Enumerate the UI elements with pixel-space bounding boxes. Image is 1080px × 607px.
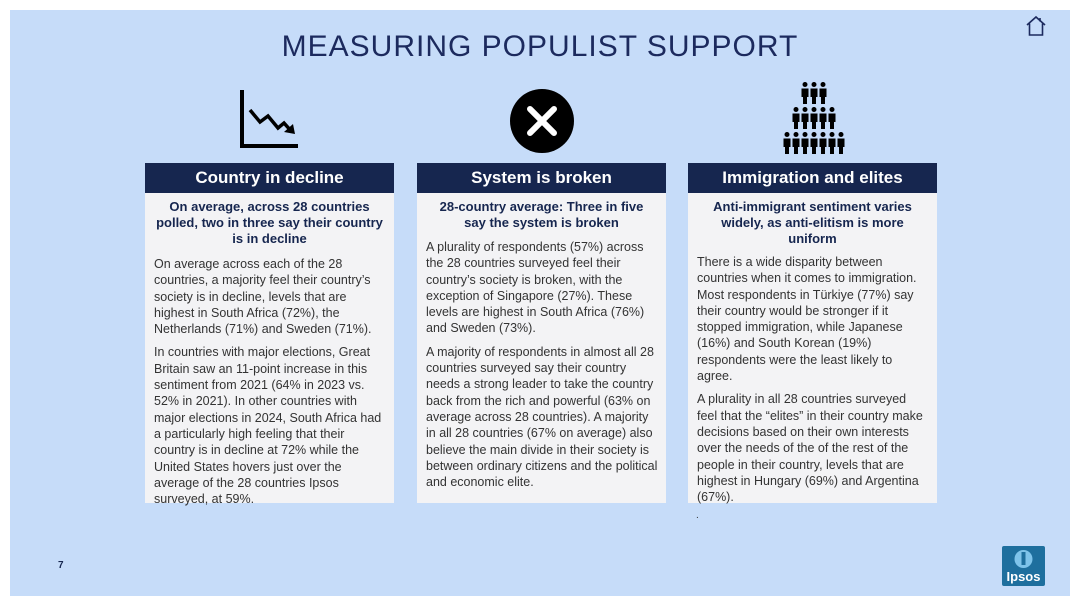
card-body — [688, 247, 937, 505]
ipsos-logo — [1002, 546, 1045, 586]
card-system-is-broken — [417, 163, 666, 503]
card-paragraph: There is a wide disparity between countries when it comes to immigration. Most respondents in Türkiye (77%) say their country would be stronger if it stopped immigration, while Japanese (16%) and South Korean (19%) respondents were the least likely to agree. — [697, 255, 917, 384]
card-body — [145, 247, 394, 507]
card-subheading: 28-country average: Three in five say the system is broken — [439, 199, 644, 230]
card-subheading: On average, across 28 countries polled, two in three say their country is in decline — [156, 199, 383, 246]
card-paragraph: A majority of respondents in almost all 28 countries surveyed say their country needs a strong leader to take the country back from the rich and powerful (63% on average across 28 countries). A majority in all 28 countries (67% on average) also believe the main divide in their society is between ordinary citizens and the political and economic elite. — [426, 344, 658, 490]
page-number: 7 — [58, 560, 64, 571]
logo-text: Ipsos — [1006, 569, 1041, 584]
card-paragraph: A plurality in all 28 countries surveyed feel that the “elites” in their country make decisions based on their own interests over the needs of the of the rest of the people in their country, levels that are highest in Hungary (69%) and Argentina (67%). — [697, 392, 923, 505]
card-header: Country in decline — [145, 163, 394, 193]
people-pyramid-icon — [780, 82, 848, 158]
declining-chart-icon — [238, 88, 302, 150]
slide — [10, 10, 1070, 596]
trailing-mark: . — [696, 510, 699, 521]
card-paragraph: A plurality of respondents (57%) across the 28 countries surveyed feel their country’s society is broken, with the exception of Singapore (27%). These levels are highest in South Africa (76%) and Sweden (73%). — [426, 240, 645, 336]
card-header: System is broken — [417, 163, 666, 193]
card-body — [417, 231, 666, 490]
card-immigration-and-elites — [688, 163, 937, 503]
card-subheading: Anti-immigrant sentiment varies widely, as anti-elitism is more uniform — [713, 199, 912, 246]
card-country-in-decline — [145, 163, 394, 507]
home-icon[interactable] — [1024, 14, 1048, 38]
card-header: Immigration and elites — [688, 163, 937, 193]
slide-title: MEASURING POPULIST SUPPORT — [281, 30, 799, 63]
card-paragraph: In countries with major elections, Great Britain saw an 11-point increase in this sentiment from 2021 (64% in 2023 vs. 52% in 2021). In other countries with major elections in 2024, South Africa had a particularly high feeling that their country is in decline at 72% while the United States hovers just over the average of the 28 countries Ipsos surveyed, at 59%. — [154, 345, 382, 507]
card-paragraph: On average across each of the 28 countries, a majority feel their country’s society is in decline, levels that are highest in South Africa (72%), the Netherlands (71%) and Sweden (71%). — [154, 257, 372, 337]
x-circle-icon — [509, 88, 575, 154]
